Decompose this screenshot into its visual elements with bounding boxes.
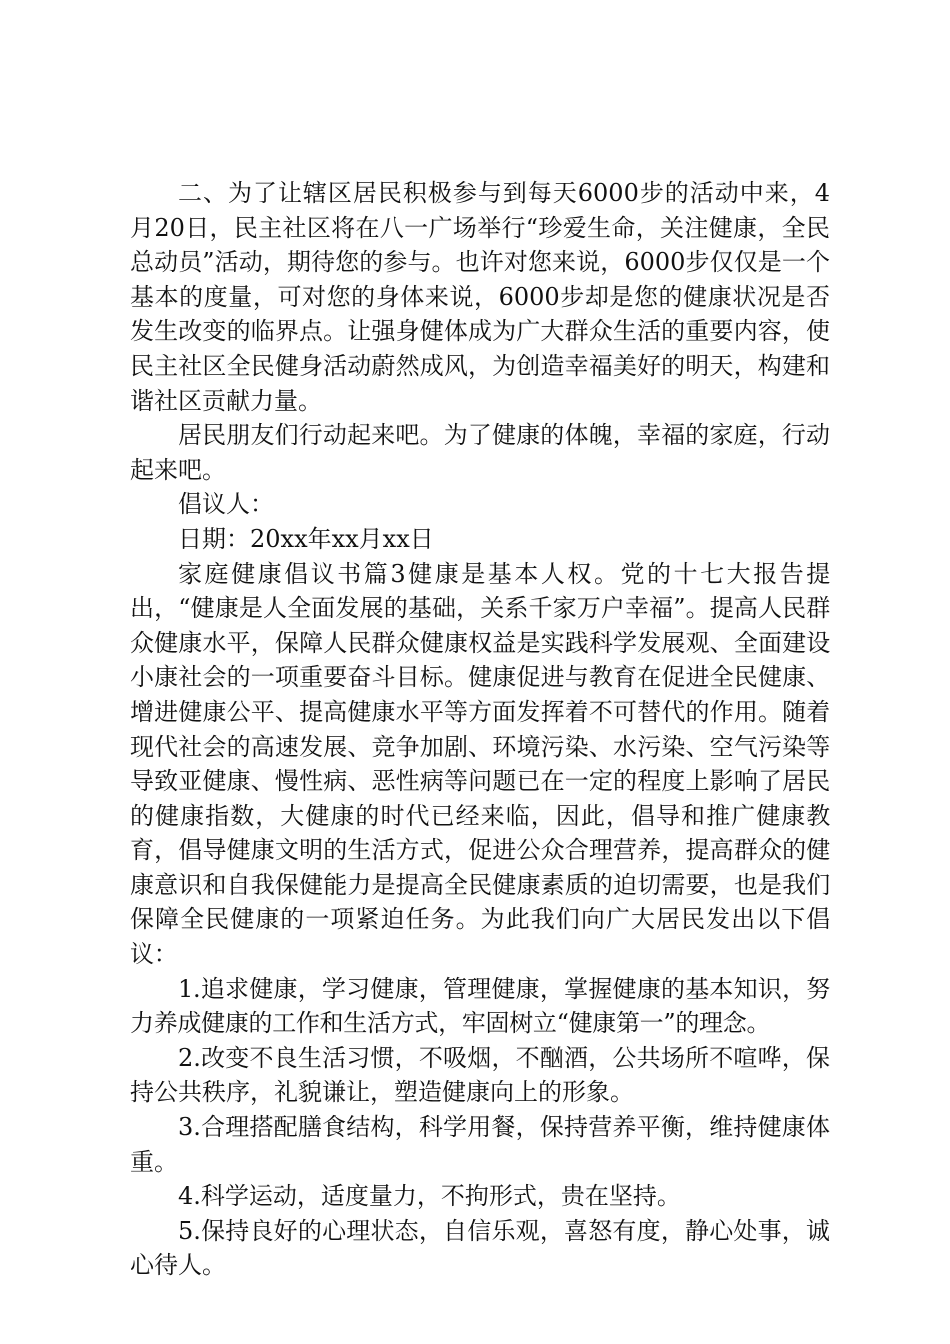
paragraph-proposal-3: 家庭健康倡议书篇3健康是基本人权。党的十七大报告提出，“健康是人全面发展的基础，关系千家万户幸福”。提高人民群众健康水平，保障人民群众健康权益是实践科学发展观、全面建设小康社会的一项重要奋斗目标。健康促进与教育在促进全民健康、增进健康公平、提高健康水平等方面发挥着不可替代的作用。随着现代社会的高速发展、竞争加剧、环境污染、水污染、空气污染等导致亚健康、慢性病、恶性病等问题已在一定的程度上影响了居民的健康指数，大健康的时代已经来临，因此，倡导和推广健康教育，倡导健康文明的生活方式，促进公众合理营养，提高群众的健康意识和自我保健能力是提高全民健康素质的迫切需要，也是我们保障全民健康的一项紧迫任务。为此我们向广大居民发出以下倡议：: [130, 559, 830, 969]
list-item-3: 3.合理搭配膳食结构，科学用餐，保持营养平衡，维持健康体重。: [130, 1113, 830, 1176]
list-item-5: 5.保持良好的心理状态，自信乐观，喜怒有度，静心处事，诚心待人。: [130, 1216, 830, 1280]
list-item-2: 2.改变不良生活习惯，不吸烟，不酗酒，公共场所不喧哗，保持公共秩序，礼貌谦让，塑造健康向上的形象。: [130, 1043, 830, 1107]
paragraph-date: 日期：20xx年xx月xx日: [178, 524, 434, 553]
paragraph-call-to-action: 居民朋友们行动起来吧。为了健康的体魄，幸福的家庭，行动起来吧。: [130, 421, 830, 484]
paragraph-initiator: 倡议人：: [178, 490, 274, 519]
document-body: [130, 176, 830, 1283]
paragraph-activity: 二、为了让辖区居民积极参与到每天6000步的活动中来，4月20日，民主社区将在八一广场举行“珍爱生命，关注健康，全民总动员”活动，期待您的参与。也许对您来说，6000步仅仅是一个基本的度量，可对您的身体来说，6000步却是您的健康状况是否发生改变的临界点。让强身健体成为广大群众生活的重要内容，使民主社区全民健身活动蔚然成风，为创造幸福美好的明天，构建和谐社区贡献力量。: [130, 179, 830, 415]
list-item-1: 1.追求健康，学习健康，管理健康，掌握健康的基本知识，努力养成健康的工作和生活方式，牢固树立“健康第一”的理念。: [130, 974, 830, 1038]
list-item-4: 4.科学运动，适度量力，不拘形式，贵在坚持。: [178, 1182, 681, 1211]
